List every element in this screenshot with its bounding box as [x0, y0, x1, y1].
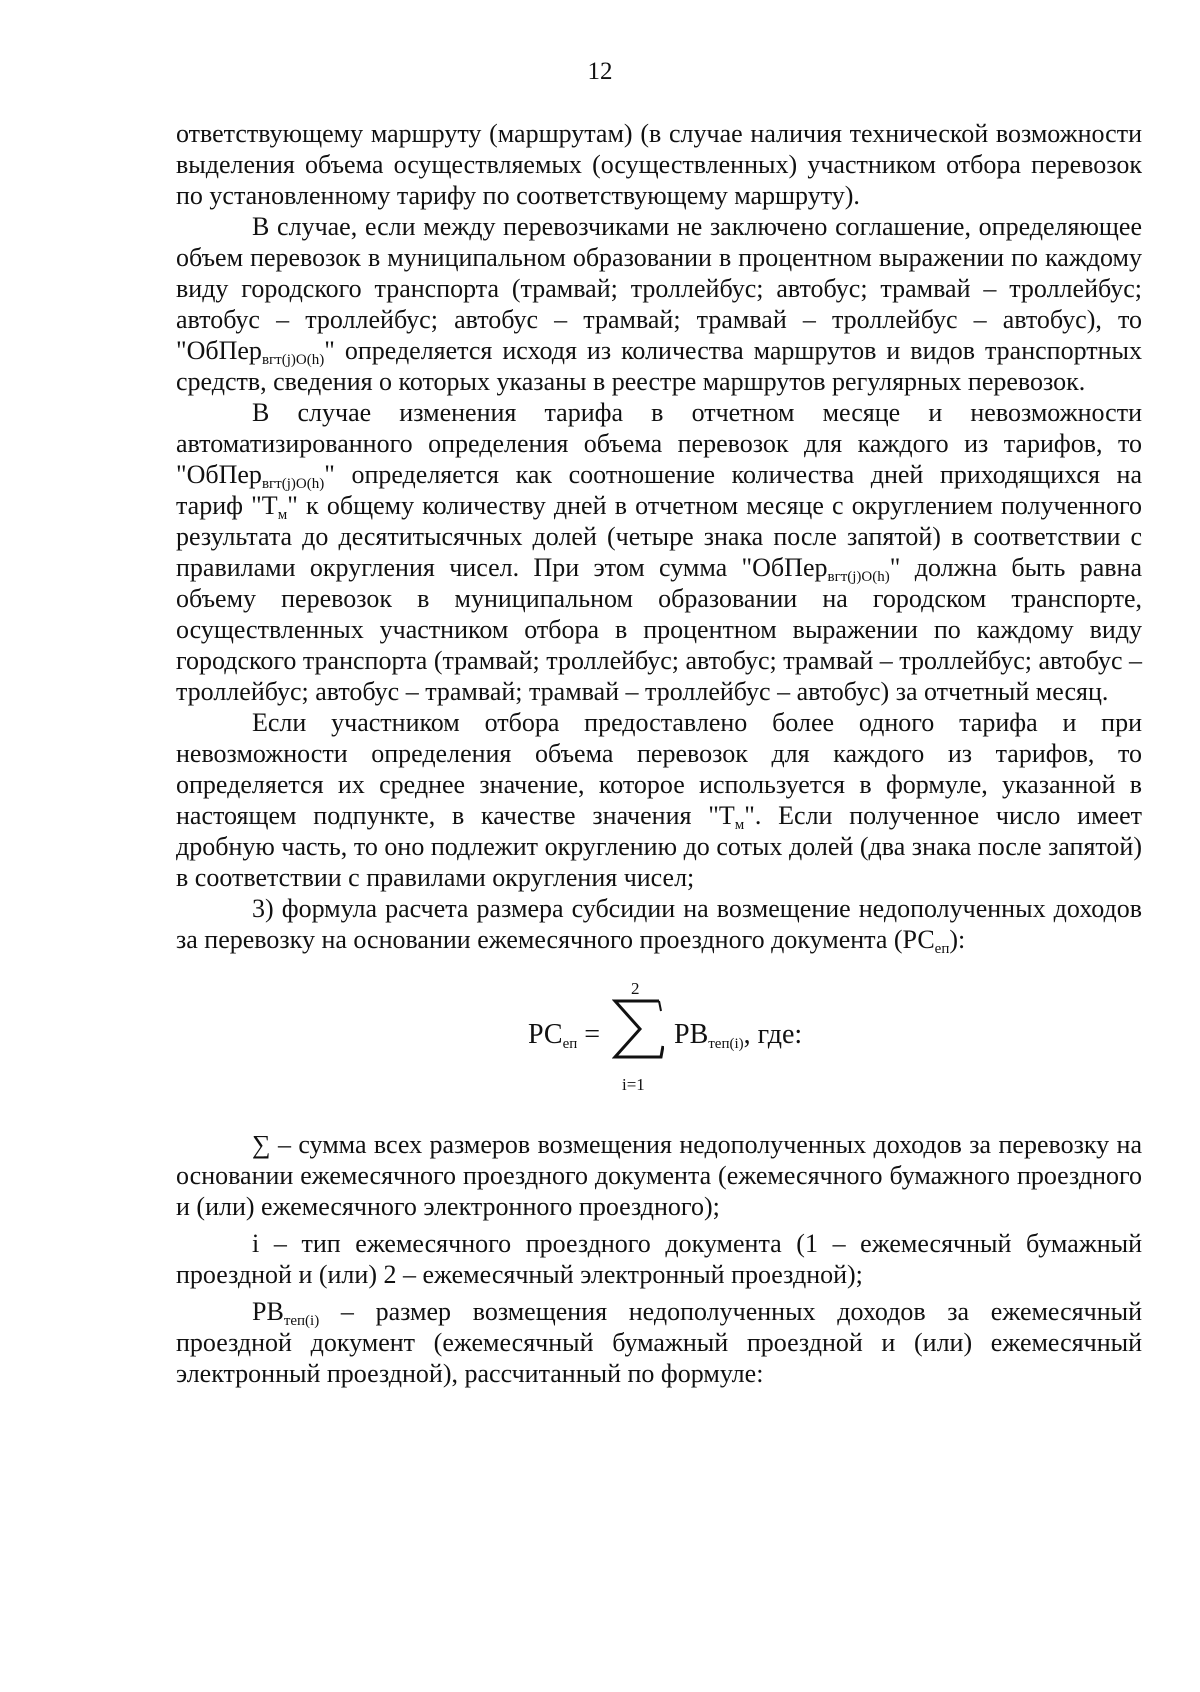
paragraph-formula-intro: [176, 893, 1142, 955]
formula-lhs-symbol: РС: [528, 1019, 563, 1050]
formula-rs-ep: [176, 971, 1142, 1103]
formula-rhs-symbol: РВ: [674, 1019, 709, 1050]
paragraph-text: В случае изменения тарифа в отчетном месяце и невозможности автоматизированного определения объема перевозок для каждого из тарифов, то "ОбПер: [176, 398, 1142, 489]
document-body: [176, 118, 1142, 1389]
index-symbol: i: [252, 1229, 260, 1258]
subscript: вгт(j)О(h): [261, 476, 325, 492]
subscript: теп(i): [283, 1313, 320, 1329]
rv-symbol: РВ: [252, 1297, 284, 1326]
paragraph-text: Если участником отбора предоставлено более одного тарифа и при невозможности определения объема перевозок для каждого из тарифов, то определяется их среднее значение, которое используется в формуле, указанной в настоящем подпункте, в качестве значения "Т: [176, 708, 1142, 830]
paragraph-text: В случае, если между перевозчиками не заключено соглашение, определяющее объем перевозок в муниципальном образовании в процентном выражении по каждому виду городского транспорта (трамвай; троллейбус; автобус; трамвай – троллейбус; автобус – троллейбус; автобус – трамвай; трамвай – троллейбус – автобус), то "ОбПер: [176, 212, 1142, 365]
paragraph-text: " определяется как соотношение количества дней приходящихся на тариф "Т: [176, 460, 1142, 520]
paragraph-text: ):: [949, 925, 966, 954]
subscript: еп: [934, 941, 950, 957]
paragraph-text: ". Если полученное число имеет дробную часть, то оно подлежит округлению до сотых долей (два знака после запятой) в соответствии с правилами округления чисел;: [176, 801, 1142, 892]
definition-text: – сумма всех размеров возмещения недополученных доходов за перевозку на основании ежемесячного проездного документа (ежемесячного бумажного проездного и (или) ежемесячного электронного проездного);: [176, 1130, 1142, 1221]
subscript: еп: [562, 1036, 578, 1052]
paragraph-continuation: [176, 118, 1142, 211]
definition-i: [176, 1228, 1142, 1290]
subscript: вгт(j)О(h): [261, 352, 325, 368]
sum-upper-limit: 2: [631, 979, 640, 998]
paragraph-text: 3) формула расчета размера субсидии на возмещение недополученных доходов за перевозку на основании ежемесячного проездного документа (РС: [176, 894, 1142, 954]
equals-sign: =: [584, 1019, 601, 1050]
definition-sum: [176, 1129, 1142, 1222]
definition-text: – размер возмещения недополученных доходов за ежемесячный проездной документ (ежемесячный бумажный проездной и (или) ежемесячный электронный проездной), рассчитанный по формуле:: [176, 1297, 1142, 1388]
formula-rhs: [674, 1019, 802, 1050]
sigma-symbol: ∑: [252, 1130, 271, 1159]
subscript: теп(i): [708, 1036, 744, 1052]
formula-lhs: [528, 1019, 600, 1050]
paragraph-agreement: [176, 211, 1142, 397]
sum-lower-limit: i=1: [622, 1075, 645, 1094]
paragraph-multiple-tariffs: [176, 707, 1142, 893]
page-number: 12: [587, 58, 613, 85]
summation-icon: [612, 999, 664, 1059]
paragraph-text: " определяется исходя из количества маршрутов и видов транспортных средств, сведения о которых указаны в реестре маршрутов регулярных перевозок.: [176, 336, 1142, 396]
subscript: м: [277, 507, 288, 523]
paragraph-tariff-change: [176, 397, 1142, 707]
paragraph-text: " должна быть равна объему перевозок в муниципальном образовании на городском транспорте, осуществленных участником отбора в процентном выражении по каждому виду городского транспорта (трамвай; троллейбус; автобус; трамвай – троллейбус; автобус – троллейбус; автобус – трамвай; трамвай – троллейбус – автобус) за отчетный месяц.: [176, 553, 1142, 706]
subscript: м: [734, 817, 745, 833]
paragraph-text: " к общему количеству дней в отчетном месяце с округлением полученного результата до десятитысячных долей (четыре знака после запятой) в соответствии с правилами округления чисел. При этом сумма "ОбПер: [176, 491, 1142, 582]
paragraph-text: ответствующему маршруту (маршрутам) (в случае наличия технической возможности выделения объема осуществляемых (осуществленных) участником отбора перевозок по установленному тарифу по соответствующему маршруту).: [176, 119, 1142, 210]
subscript: вгт(j)О(h): [827, 569, 890, 585]
definition-text: – тип ежемесячного проездного документа (1 – ежемесячный бумажный проездной и (или) 2 – ежемесячный электронный проездной);: [176, 1229, 1142, 1289]
formula-suffix: , где:: [743, 1019, 803, 1050]
definition-rv: [176, 1296, 1142, 1389]
